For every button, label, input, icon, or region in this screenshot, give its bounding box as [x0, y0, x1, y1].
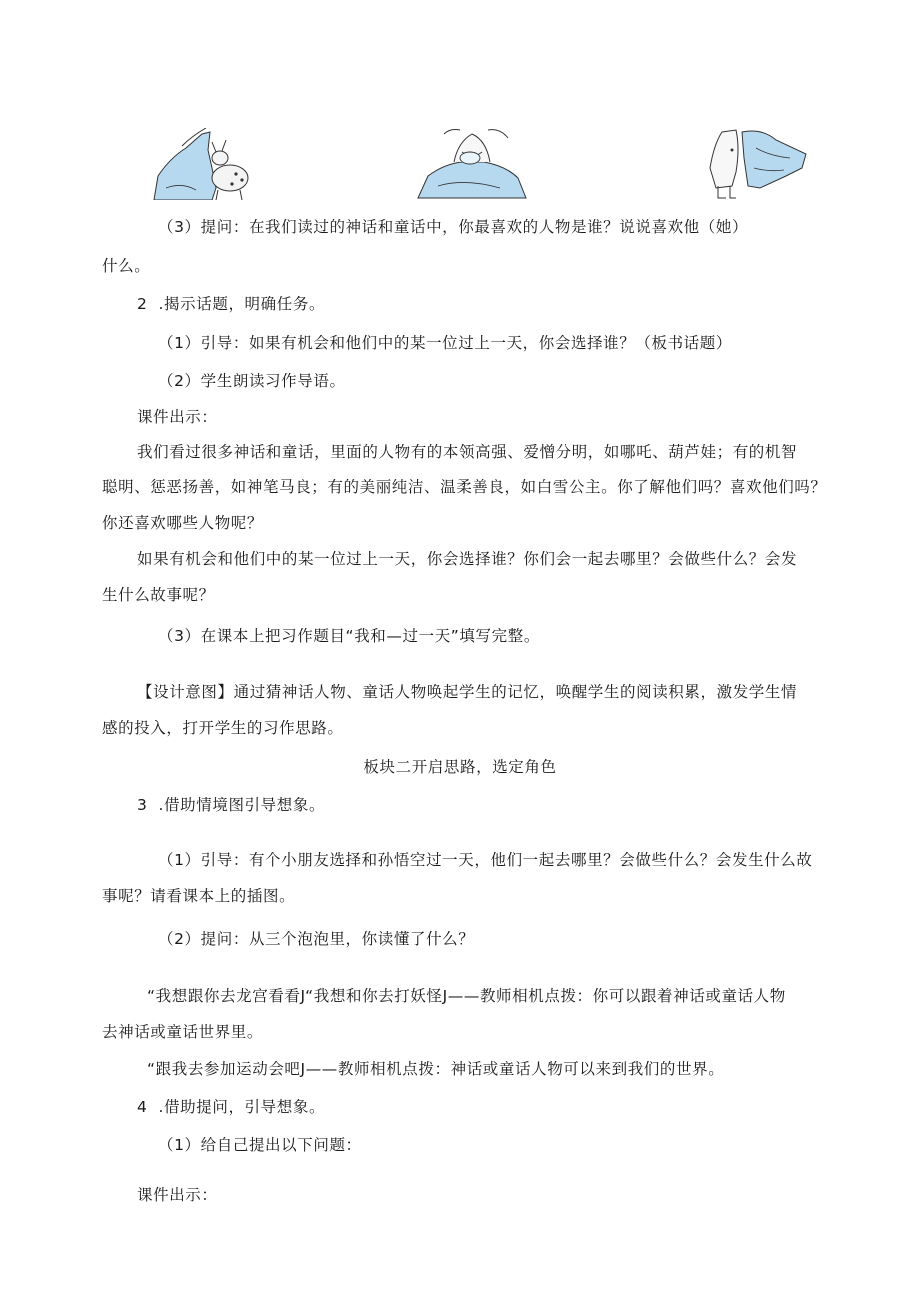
figure-with-deer-icon [152, 128, 272, 200]
paragraph-line: （2）学生朗读习作导语。 [158, 372, 346, 390]
list-heading: 2 .揭示话题，明确任务。 [137, 295, 326, 313]
paragraph-line: （3）在课本上把习作题目“我和—过一天”填写完整。 [158, 627, 540, 645]
paragraph-line: （1）给自己提出以下问题： [158, 1136, 362, 1154]
paragraph-line: 生什么故事呢？ [102, 586, 215, 604]
paragraph-line: 如果有机会和他们中的某一位过上一天，你会选择谁？你们会一起去哪里？会做些什么？会发 [137, 550, 798, 568]
illustration-figure-with-deer [152, 128, 272, 200]
illustration-standing-figure [706, 128, 810, 200]
paragraph-line: 什么。 [102, 257, 151, 275]
paragraph-line: （3）提问：在我们读过的神话和童话中，你最喜欢的人物是谁？说说喜欢他（她） [158, 218, 749, 236]
illustration-seated-princess [414, 128, 532, 200]
list-heading: 4 .借助提问，引导想象。 [137, 1098, 326, 1116]
courseware-label: 课件出示： [137, 1186, 218, 1204]
design-intent: 感的投入，打开学生的习作思路。 [102, 719, 344, 737]
paragraph-line: （1）引导：如果有机会和他们中的某一位过上一天，你会选择谁？（板书话题） [158, 334, 732, 352]
list-heading: 3 .借助情境图引导想象。 [137, 796, 326, 814]
paragraph-line: （1）引导：有个小朋友选择和孙悟空过一天，他们一起去哪里？会做些什么？会发生什么故 [158, 851, 813, 869]
paragraph-line: 事呢？请看课本上的插图。 [102, 887, 296, 905]
standing-figure-icon [706, 128, 810, 200]
seated-princess-icon [414, 128, 532, 200]
paragraph-line: （2）提问：从三个泡泡里，你读懂了什么？ [158, 930, 475, 948]
courseware-label: 课件出示： [137, 408, 218, 426]
paragraph-line: 去神话或童话世界里。 [102, 1023, 264, 1041]
paragraph-line: 聪明、惩恶扬善，如神笔马良；有的美丽纯洁、温柔善良，如白雪公主。你了解他们吗？喜欢他们吗？ [102, 478, 827, 496]
paragraph-line: 我们看过很多神话和童话，里面的人物有的本领高强、爱憎分明，如哪吒、葫芦娃；有的机智 [137, 443, 798, 461]
paragraph-line: “我想跟你去龙宫看看J“我想和你去打妖怪J——教师相机点拨：你可以跟着神话或童话人物 [147, 987, 786, 1005]
section-heading: 板块二开启思路，选定角色 [363, 758, 557, 776]
paragraph-line: 你还喜欢哪些人物呢？ [102, 514, 264, 532]
paragraph-line: “跟我去参加运动会吧J——教师相机点拨：神话或童话人物可以来到我们的世界。 [147, 1060, 725, 1078]
design-intent: 【设计意图】通过猜神话人物、童话人物唤起学生的记忆，唤醒学生的阅读积累，激发学生情 [137, 683, 798, 701]
